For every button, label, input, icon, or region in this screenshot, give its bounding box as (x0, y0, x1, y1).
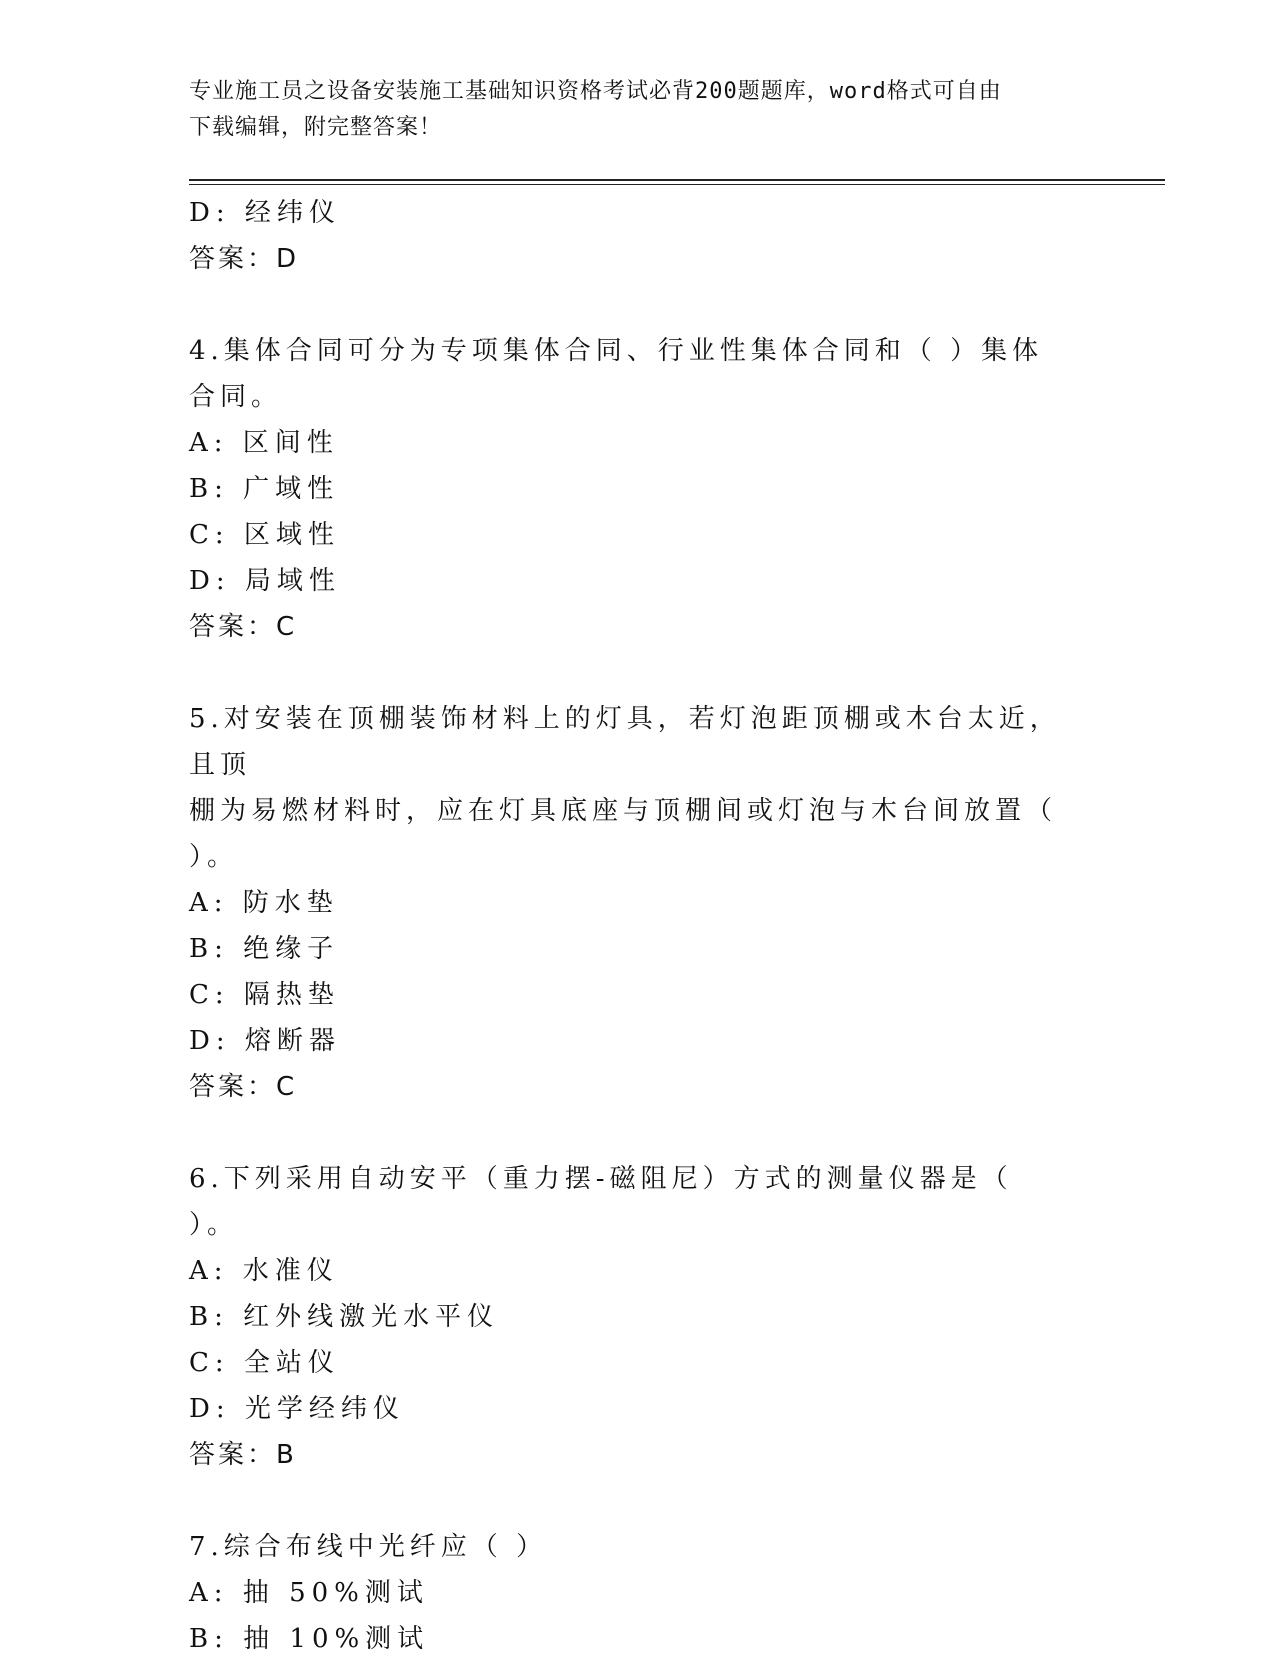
question-4 (189, 328, 1089, 650)
header-divider-thin (189, 184, 1165, 185)
question-5-option-c: C: 隔热垫 (189, 980, 340, 1010)
question-5-text-line-2: 棚为易燃材料时，应在灯具底座与顶棚间或灯泡与木台间放置（ ）。 (189, 796, 1058, 872)
question-6-option-a: A: 水准仪 (189, 1256, 339, 1286)
question-5-option-b: B: 绝缘子 (189, 934, 340, 964)
header-line-2: 下载编辑，附完整答案！ (189, 115, 443, 140)
spacer (189, 650, 1089, 696)
question-4-option-b: B: 广域性 (189, 474, 340, 504)
question-6-answer: 答案：B (189, 1440, 297, 1470)
document-header (189, 74, 1069, 146)
question-4-text: 4.集体合同可分为专项集体合同、行业性集体合同和（ ）集体合同。 (189, 336, 1044, 412)
question-list (189, 190, 1089, 1662)
header-line-1: 专业施工员之设备安装施工基础知识资格考试必背200题题库，word格式可自由 (189, 79, 1002, 104)
question-7 (189, 1524, 1089, 1662)
question-5-option-d: D: 熔断器 (189, 1026, 341, 1056)
spacer (189, 1478, 1089, 1524)
question-4-option-a: A: 区间性 (189, 428, 339, 458)
spacer (189, 282, 1089, 328)
question-6-text: 6.下列采用自动安平（重力摆-磁阻尼）方式的测量仪器是（ ）。 (189, 1164, 1013, 1240)
question-6-option-c: C: 全站仪 (189, 1348, 340, 1378)
carryover-answer: 答案：D (189, 244, 300, 274)
question-5-option-a: A: 防水垫 (189, 888, 339, 918)
question-6-option-b: B: 红外线激光水平仪 (189, 1302, 500, 1332)
question-5 (189, 696, 1089, 1110)
spacer (189, 1110, 1089, 1156)
question-6 (189, 1156, 1089, 1478)
question-5-answer: 答案：C (189, 1072, 298, 1102)
question-4-option-d: D: 局域性 (189, 566, 341, 596)
header-divider-thick (189, 179, 1165, 181)
question-4-option-c: C: 区域性 (189, 520, 340, 550)
question-7-option-a: A: 抽 50%测试 (189, 1578, 429, 1608)
carryover-option-d: D: 经纬仪 (189, 198, 341, 228)
question-7-text: 7.综合布线中光纤应（ ） (189, 1532, 548, 1562)
question-6-option-d: D: 光学经纬仪 (189, 1394, 405, 1424)
question-7-option-b: B: 抽 10%测试 (189, 1624, 430, 1654)
question-4-answer: 答案：C (189, 612, 298, 642)
question-5-text-line-1: 5.对安装在顶棚装饰材料上的灯具，若灯泡距顶棚或木台太近，且顶 (189, 704, 1061, 780)
